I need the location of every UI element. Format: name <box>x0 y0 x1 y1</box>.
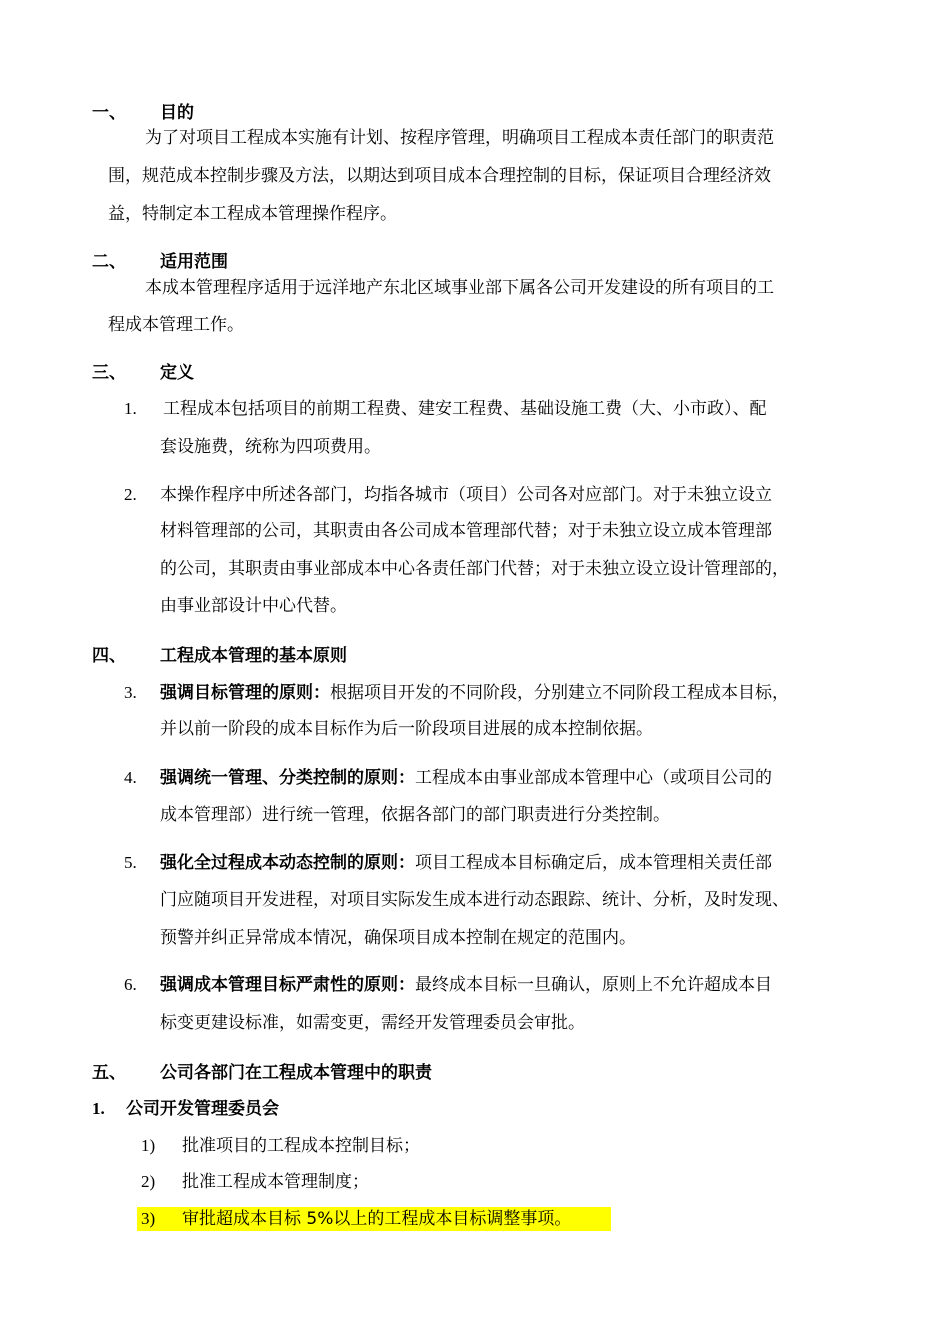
principle-4-text: 工程成本由事业部成本管理中心（或项目公司的 <box>415 768 772 788</box>
principle-5-text: 项目工程成本目标确定后，成本管理相关责任部 <box>415 853 772 873</box>
principle-3-text: 根据项目开发的不同阶段，分别建立不同阶段工程成本目标， <box>330 683 789 703</box>
definition-2-line-4: 由事业部设计中心代替。 <box>160 596 347 616</box>
principle-5-line-2: 门应随项目开发进程，对项目实际发生成本进行动态跟踪、统计、分析，及时发现、 <box>160 890 789 910</box>
principle-5-line-3: 预警并纠正异常成本情况，确保项目成本控制在规定的范围内。 <box>160 928 636 948</box>
section-2-line-2: 程成本管理工作。 <box>108 315 244 335</box>
principle-5-number: 5. <box>124 853 137 872</box>
section-2-line-1: 本成本管理程序适用于远洋地产东北区域事业部下属各公司开发建设的所有项目的工 <box>145 278 774 298</box>
definition-2-line-3: 的公司，其职责由事业部成本中心各责任部门代替；对于未独立设立设计管理部的， <box>160 559 789 579</box>
subsection-1-title: 公司开发管理委员会 <box>126 1099 279 1119</box>
duty-3-number: 3) <box>141 1209 156 1228</box>
section-5-title: 公司各部门在工程成本管理中的职责 <box>160 1063 432 1083</box>
section-4-title: 工程成本管理的基本原则 <box>160 646 347 666</box>
section-1-line-2: 围，规范成本控制步骤及方法，以期达到项目成本合理控制的目标，保证项目合理经济效 <box>108 166 771 186</box>
principle-3-line-2: 并以前一阶段的成本目标作为后一阶段项目进展的成本控制依据。 <box>160 719 653 739</box>
principle-3-heading: 强调目标管理的原则： <box>160 683 330 703</box>
definition-1-line-2: 套设施费，统称为四项费用。 <box>160 437 381 457</box>
principle-6-line-1 <box>160 973 772 997</box>
principle-6-number: 6. <box>124 975 137 994</box>
principle-4-number: 4. <box>124 768 137 787</box>
principle-6-heading: 强调成本管理目标严肃性的原则： <box>160 975 415 995</box>
section-4-number: 四、 <box>92 646 126 666</box>
section-1-line-1: 为了对项目工程成本实施有计划、按程序管理，明确项目工程成本责任部门的职责范 <box>145 128 774 148</box>
highlighted-duty-3 <box>137 1207 611 1231</box>
duty-3-text: 审批超成本目标 5%以上的工程成本目标调整事项。 <box>182 1209 572 1229</box>
principle-4-line-2: 成本管理部）进行统一管理，依据各部门的部门职责进行分类控制。 <box>160 805 670 825</box>
section-1-title: 目的 <box>160 103 194 123</box>
duty-2-number: 2) <box>141 1172 156 1191</box>
section-3-title: 定义 <box>160 363 194 383</box>
definition-2-line-1: 本操作程序中所述各部门，均指各城市（项目）公司各对应部门。对于未独立设立 <box>160 485 772 505</box>
duty-1-number: 1) <box>141 1136 156 1155</box>
definition-1-number: 1. <box>124 399 137 418</box>
principle-6-text: 最终成本目标一旦确认，原则上不允许超成本目 <box>415 975 772 995</box>
definition-1-line-1: 工程成本包括项目的前期工程费、建安工程费、基础设施工费（大、小市政）、配 <box>163 399 767 419</box>
section-2-title: 适用范围 <box>160 252 228 272</box>
section-1-line-3: 益，特制定本工程成本管理操作程序。 <box>108 204 397 224</box>
duty-2-text: 批准工程成本管理制度； <box>182 1172 369 1192</box>
subsection-1-number: 1. <box>92 1099 105 1118</box>
principle-4-heading: 强调统一管理、分类控制的原则： <box>160 768 415 788</box>
section-2-number: 二、 <box>92 252 126 272</box>
principle-3-number: 3. <box>124 683 137 702</box>
principle-5-line-1 <box>160 851 772 875</box>
principle-6-line-2: 标变更建设标准，如需变更，需经开发管理委员会审批。 <box>160 1013 585 1033</box>
duty-1-text: 批准项目的工程成本控制目标； <box>182 1136 420 1156</box>
section-5-number: 五、 <box>92 1063 126 1083</box>
definition-2-line-2: 材料管理部的公司，其职责由各公司成本管理部代替；对于未独立设立成本管理部 <box>160 521 772 541</box>
definition-2-number: 2. <box>124 485 137 504</box>
principle-4-line-1 <box>160 766 772 790</box>
section-1-number: 一、 <box>92 103 126 123</box>
principle-3-line-1 <box>160 681 789 705</box>
principle-5-heading: 强化全过程成本动态控制的原则： <box>160 853 415 873</box>
section-3-number: 三、 <box>92 363 126 383</box>
